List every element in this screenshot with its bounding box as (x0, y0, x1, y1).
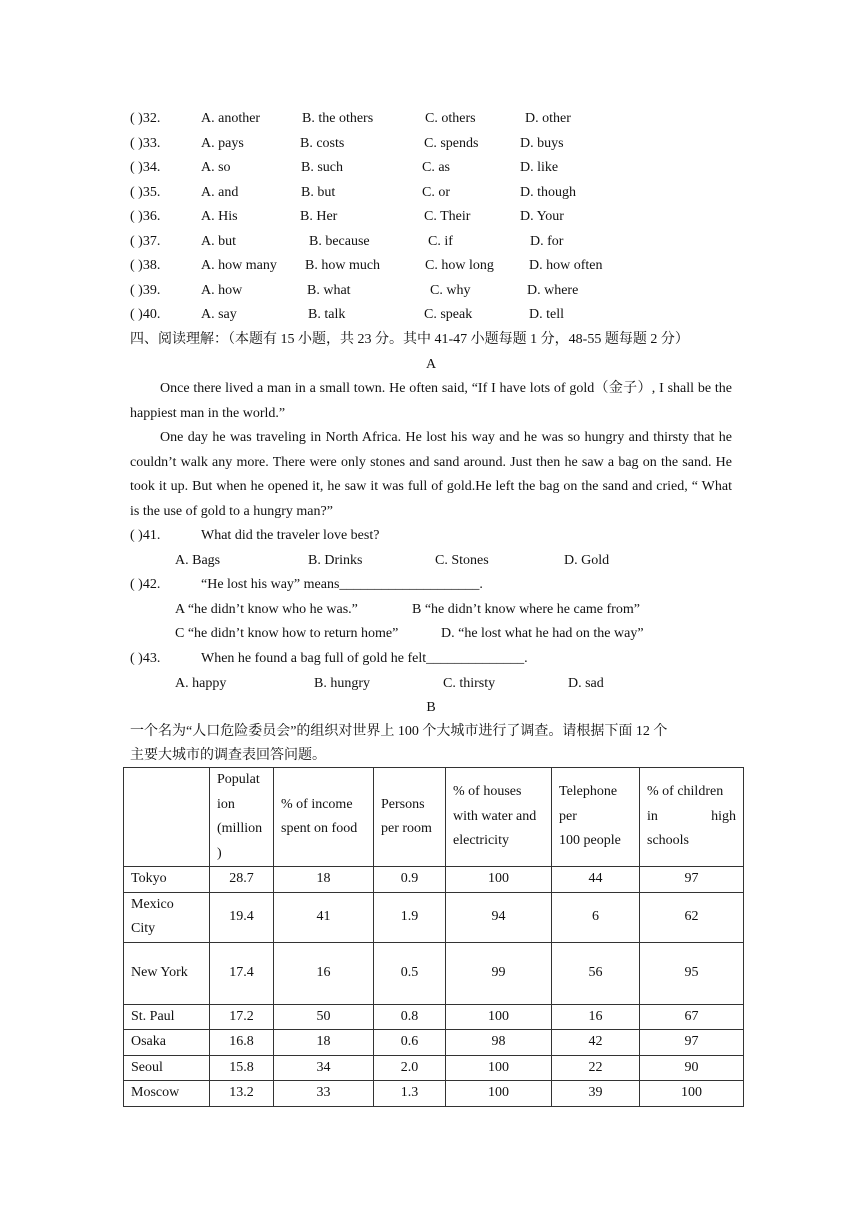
q42-option-b: B “he didn’t know where he came from” (412, 602, 640, 617)
value-cell-houses-water: 100 (446, 1004, 552, 1030)
header-word: in (647, 808, 658, 824)
value-cell-telephone: 42 (552, 1030, 640, 1056)
value-cell-telephone: 16 (552, 1004, 640, 1030)
city-line: Mexico (131, 896, 174, 912)
q41-option-b: B. Drinks (308, 553, 363, 568)
question-number: ( )37. (130, 234, 161, 249)
city-cell: Osaka (124, 1030, 210, 1056)
q43-number: ( )43. (130, 651, 161, 666)
option-b: B. because (309, 234, 370, 249)
option-d: D. tell (529, 307, 564, 322)
value-cell-income-food: 18 (274, 1030, 374, 1056)
header-line: Persons (381, 796, 425, 812)
question-number: ( )38. (130, 258, 161, 273)
header-line: Telephone (559, 784, 618, 800)
option-d: D. Your (520, 209, 564, 224)
value-cell-persons-room: 0.9 (374, 867, 446, 893)
q43-option-b: B. hungry (314, 676, 370, 691)
value-cell-persons-room: 1.9 (374, 892, 446, 942)
header-children-school (640, 768, 744, 867)
city-line: City (131, 921, 156, 936)
section-heading: 四、阅读理解：（本题有 15 小题，共 23 分。其中 41-47 小题每题 1 分，48-55 题每题 2 分） (130, 332, 689, 347)
part-b-intro-line-2: 主要大城市的调查表回答问题。 (130, 748, 326, 763)
value-cell-children-school: 90 (640, 1055, 744, 1081)
header-line: ) (217, 845, 222, 861)
header-telephone (552, 768, 640, 867)
header-persons-room (374, 768, 446, 867)
value-cell-persons-room: 1.3 (374, 1081, 446, 1107)
option-c: C. spends (424, 136, 479, 151)
option-b: B. but (301, 185, 336, 200)
value-cell-houses-water: 99 (446, 942, 552, 1004)
header-cell-empty (124, 768, 210, 867)
q41-number: ( )41. (130, 528, 161, 543)
option-c: C. or (422, 185, 450, 200)
para-1-text: Once there lived a man in a small town. He often said, “If I have lots of gold（金子）, I shall be the happiest man in the world.” (130, 381, 732, 421)
option-b: B. talk (308, 307, 346, 322)
option-b: B. costs (300, 136, 345, 151)
part-a-label: A (425, 357, 437, 372)
value-cell-income-food: 18 (274, 867, 374, 893)
city-cell: New York (124, 942, 210, 1004)
header-line: per (559, 808, 577, 824)
value-cell-houses-water: 100 (446, 867, 552, 893)
table-body (124, 867, 744, 1107)
question-number: ( )36. (130, 209, 161, 224)
q42-option-c: C “he didn’t know how to return home” (175, 626, 399, 641)
option-d: D. how often (529, 258, 603, 273)
header-line: schools (647, 833, 689, 849)
header-line: ion (217, 796, 235, 812)
header-line: with water and (453, 808, 537, 824)
question-number: ( )33. (130, 136, 161, 151)
value-cell-children-school: 62 (640, 892, 744, 942)
option-a: A. pays (201, 136, 244, 151)
option-b: B. the others (302, 111, 374, 126)
header-line: 100 people (559, 833, 621, 849)
option-d: D. buys (520, 136, 564, 151)
question-number: ( )40. (130, 307, 161, 322)
value-cell-children-school: 97 (640, 1030, 744, 1056)
q42-number: ( )42. (130, 577, 161, 592)
value-cell-children-school: 100 (640, 1081, 744, 1107)
q42-stem: “He lost his way” means____________________. (201, 577, 483, 592)
value-cell-income-food: 33 (274, 1081, 374, 1107)
q41-option-c: C. Stones (435, 553, 489, 568)
header-line: (million (217, 821, 263, 836)
value-cell-persons-room: 0.8 (374, 1004, 446, 1030)
option-c: C. if (428, 234, 453, 249)
option-d: D. for (530, 234, 564, 249)
header-line: % of houses (453, 784, 522, 800)
option-d: D. other (525, 111, 571, 126)
table-row (124, 1081, 744, 1107)
header-houses-water (446, 768, 552, 867)
option-a: A. say (201, 307, 237, 322)
q43-option-d: D. sad (568, 676, 604, 691)
option-c: C. why (430, 283, 471, 298)
table-row (124, 1004, 744, 1030)
option-b: B. Her (300, 209, 338, 224)
value-cell-persons-room: 0.6 (374, 1030, 446, 1056)
q41-stem: What did the traveler love best? (201, 528, 380, 543)
passage-a-para-1 (130, 377, 732, 426)
option-c: C. as (422, 160, 450, 175)
value-cell-children-school: 67 (640, 1004, 744, 1030)
value-cell-houses-water: 100 (446, 1055, 552, 1081)
table-header-row (124, 768, 744, 867)
option-a: A. another (201, 111, 261, 126)
city-cell (124, 892, 210, 942)
header-word: high (711, 808, 736, 824)
option-b: B. how much (305, 258, 381, 273)
option-c: C. Their (424, 209, 471, 224)
value-cell-telephone: 6 (552, 892, 640, 942)
value-cell-income-food: 41 (274, 892, 374, 942)
option-a: A. His (201, 209, 238, 224)
value-cell-population: 13.2 (210, 1081, 274, 1107)
option-d: D. though (520, 185, 576, 200)
header-line: electricity (453, 833, 509, 849)
q42-option-a: A “he didn’t know who he was.” (175, 602, 358, 617)
passage-a-para-2 (130, 426, 732, 524)
question-number: ( )39. (130, 283, 161, 298)
value-cell-children-school: 97 (640, 867, 744, 893)
table-row (124, 1055, 744, 1081)
value-cell-population: 15.8 (210, 1055, 274, 1081)
q43-option-c: C. thirsty (443, 676, 496, 691)
city-cell: Seoul (124, 1055, 210, 1081)
option-a: A. so (201, 160, 231, 175)
table-row (124, 867, 744, 893)
value-cell-population: 19.4 (210, 892, 274, 942)
value-cell-telephone: 22 (552, 1055, 640, 1081)
value-cell-population: 17.2 (210, 1004, 274, 1030)
option-a: A. how many (201, 258, 277, 273)
value-cell-telephone: 39 (552, 1081, 640, 1107)
value-cell-persons-room: 0.5 (374, 942, 446, 1004)
para-2-text: One day he was traveling in North Africa. He lost his way and he was so hungry and thirsty that he couldn’t walk any more. There were only stones and sand around. Just then he saw a bag on the sand. He took it up. But when he opened it, he saw it was full of gold.He left the bag on the sand and cried, “ What is the use of gold to a hungry man?” (130, 430, 732, 519)
value-cell-income-food: 16 (274, 942, 374, 1004)
header-line: per room (381, 821, 432, 836)
question-number: ( )35. (130, 185, 161, 200)
header-line: Populat (217, 772, 260, 787)
city-cell: Moscow (124, 1081, 210, 1107)
value-cell-population: 16.8 (210, 1030, 274, 1056)
question-number: ( )34. (130, 160, 161, 175)
option-c: C. how long (425, 258, 494, 273)
value-cell-population: 28.7 (210, 867, 274, 893)
table-row (124, 892, 744, 942)
city-cell: Tokyo (124, 867, 210, 893)
value-cell-houses-water: 94 (446, 892, 552, 942)
option-b: B. what (307, 283, 351, 298)
table-row (124, 1030, 744, 1056)
value-cell-income-food: 50 (274, 1004, 374, 1030)
value-cell-children-school: 95 (640, 942, 744, 1004)
option-d: D. like (520, 160, 559, 175)
header-line: % of income (281, 796, 353, 812)
part-b-intro-line-1: 一个名为“人口危险委员会”的组织对世界上 100 个大城市进行了调查。请根据下面 12 个 (130, 724, 668, 739)
value-cell-population: 17.4 (210, 942, 274, 1004)
option-a: A. and (201, 185, 239, 200)
part-b-label: B (426, 700, 436, 715)
header-income-food (274, 768, 374, 867)
header-population (210, 768, 274, 867)
option-a: A. how (201, 283, 243, 298)
value-cell-telephone: 44 (552, 867, 640, 893)
option-c: C. others (425, 111, 476, 126)
q42-option-d: D. “he lost what he had on the way” (441, 626, 644, 641)
value-cell-houses-water: 98 (446, 1030, 552, 1056)
value-cell-telephone: 56 (552, 942, 640, 1004)
city-cell: St. Paul (124, 1004, 210, 1030)
option-a: A. but (201, 234, 236, 249)
table-row (124, 942, 744, 1004)
q41-option-a: A. Bags (175, 553, 221, 568)
q43-option-a: A. happy (175, 676, 227, 691)
value-cell-persons-room: 2.0 (374, 1055, 446, 1081)
question-number: ( )32. (130, 111, 161, 126)
header-line (647, 805, 736, 830)
city-survey-table (123, 767, 744, 1107)
value-cell-income-food: 34 (274, 1055, 374, 1081)
option-c: C. speak (424, 307, 473, 322)
value-cell-houses-water: 100 (446, 1081, 552, 1107)
q41-option-d: D. Gold (564, 553, 610, 568)
q43-stem: When he found a bag full of gold he felt______________. (201, 651, 528, 666)
option-d: D. where (527, 283, 579, 298)
option-b: B. such (301, 160, 343, 175)
header-line: % of children (647, 784, 724, 800)
header-line: spent on food (281, 821, 358, 836)
